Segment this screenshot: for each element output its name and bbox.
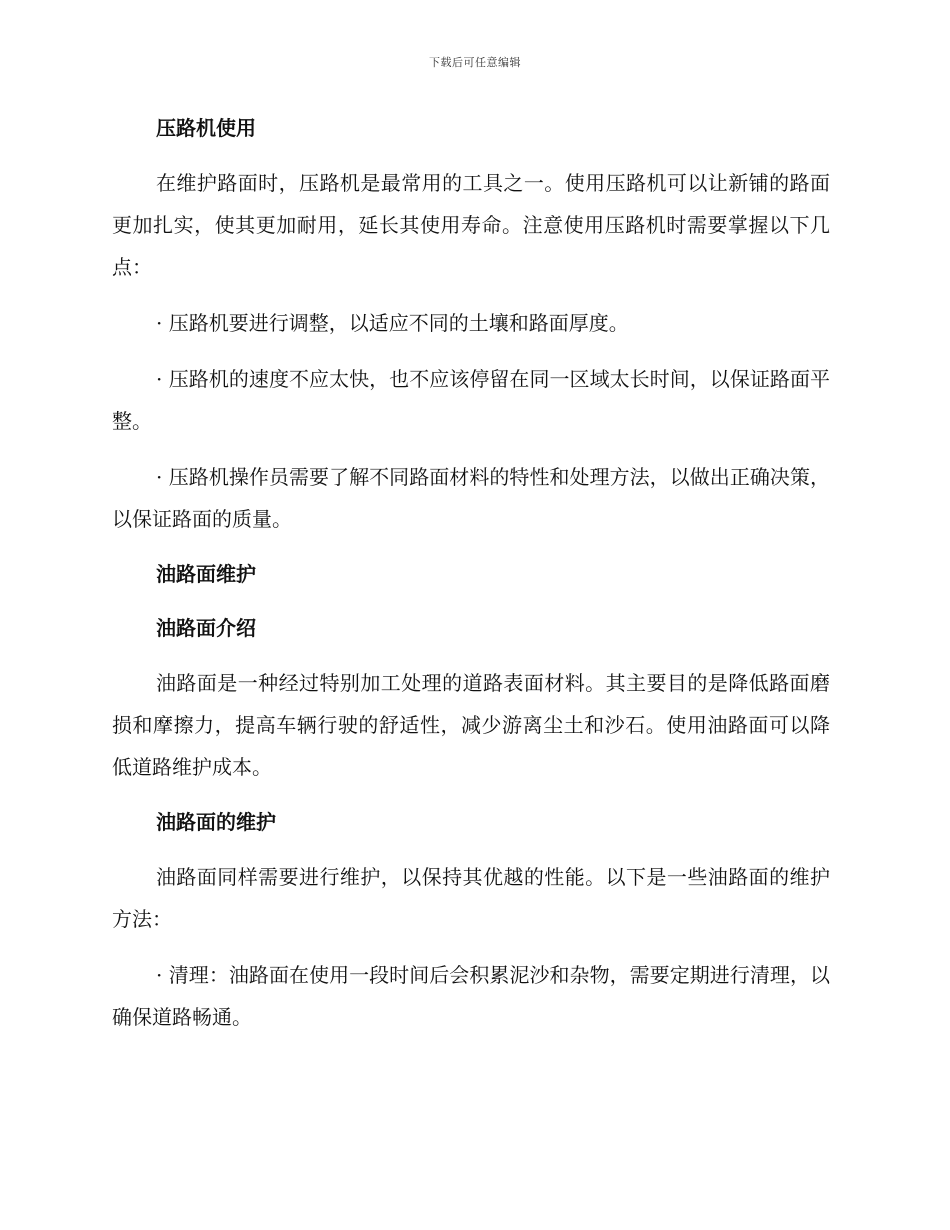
paragraph-oil-road-care: 油路面同样需要进行维护，以保持其优越的性能。以下是一些油路面的维护方法：: [112, 865, 830, 931]
document-body: [112, 108, 830, 1052]
bullet-item-speed: · 压路机的速度不应太快，也不应该停留在同一区域太长时间，以保证路面平整。: [112, 367, 830, 433]
section-heading-roller-usage: 压路机使用: [156, 116, 256, 140]
paragraph-roller-intro: 在维护路面时，压路机是最常用的工具之一。使用压路机可以让新铺的路面更加扎实，使其更加耐用，延长其使用寿命。注意使用压路机时需要掌握以下几点：: [112, 171, 830, 279]
bullet-item-operator: · 压路机操作员需要了解不同路面材料的特性和处理方法，以做出正确决策，以保证路面的质量。: [112, 465, 830, 531]
bullet-item-cleaning: · 清理：油路面在使用一段时间后会积累泥沙和杂物，需要定期进行清理，以确保道路畅通。: [112, 963, 830, 1029]
section-heading-oil-road-maintenance: 油路面维护: [156, 562, 256, 586]
paragraph-oil-road-intro: 油路面是一种经过特别加工处理的道路表面材料。其主要目的是降低路面磨损和摩擦力，提高车辆行驶的舒适性，减少游离尘土和沙石。使用油路面可以降低道路维护成本。: [112, 671, 830, 779]
section-heading-oil-road-intro: 油路面介绍: [156, 616, 256, 640]
section-heading-oil-road-care: 油路面的维护: [156, 810, 276, 834]
page-header: 下载后可任意编辑: [429, 56, 521, 69]
bullet-item-adjust: · 压路机要进行调整，以适应不同的土壤和路面厚度。: [156, 311, 629, 335]
